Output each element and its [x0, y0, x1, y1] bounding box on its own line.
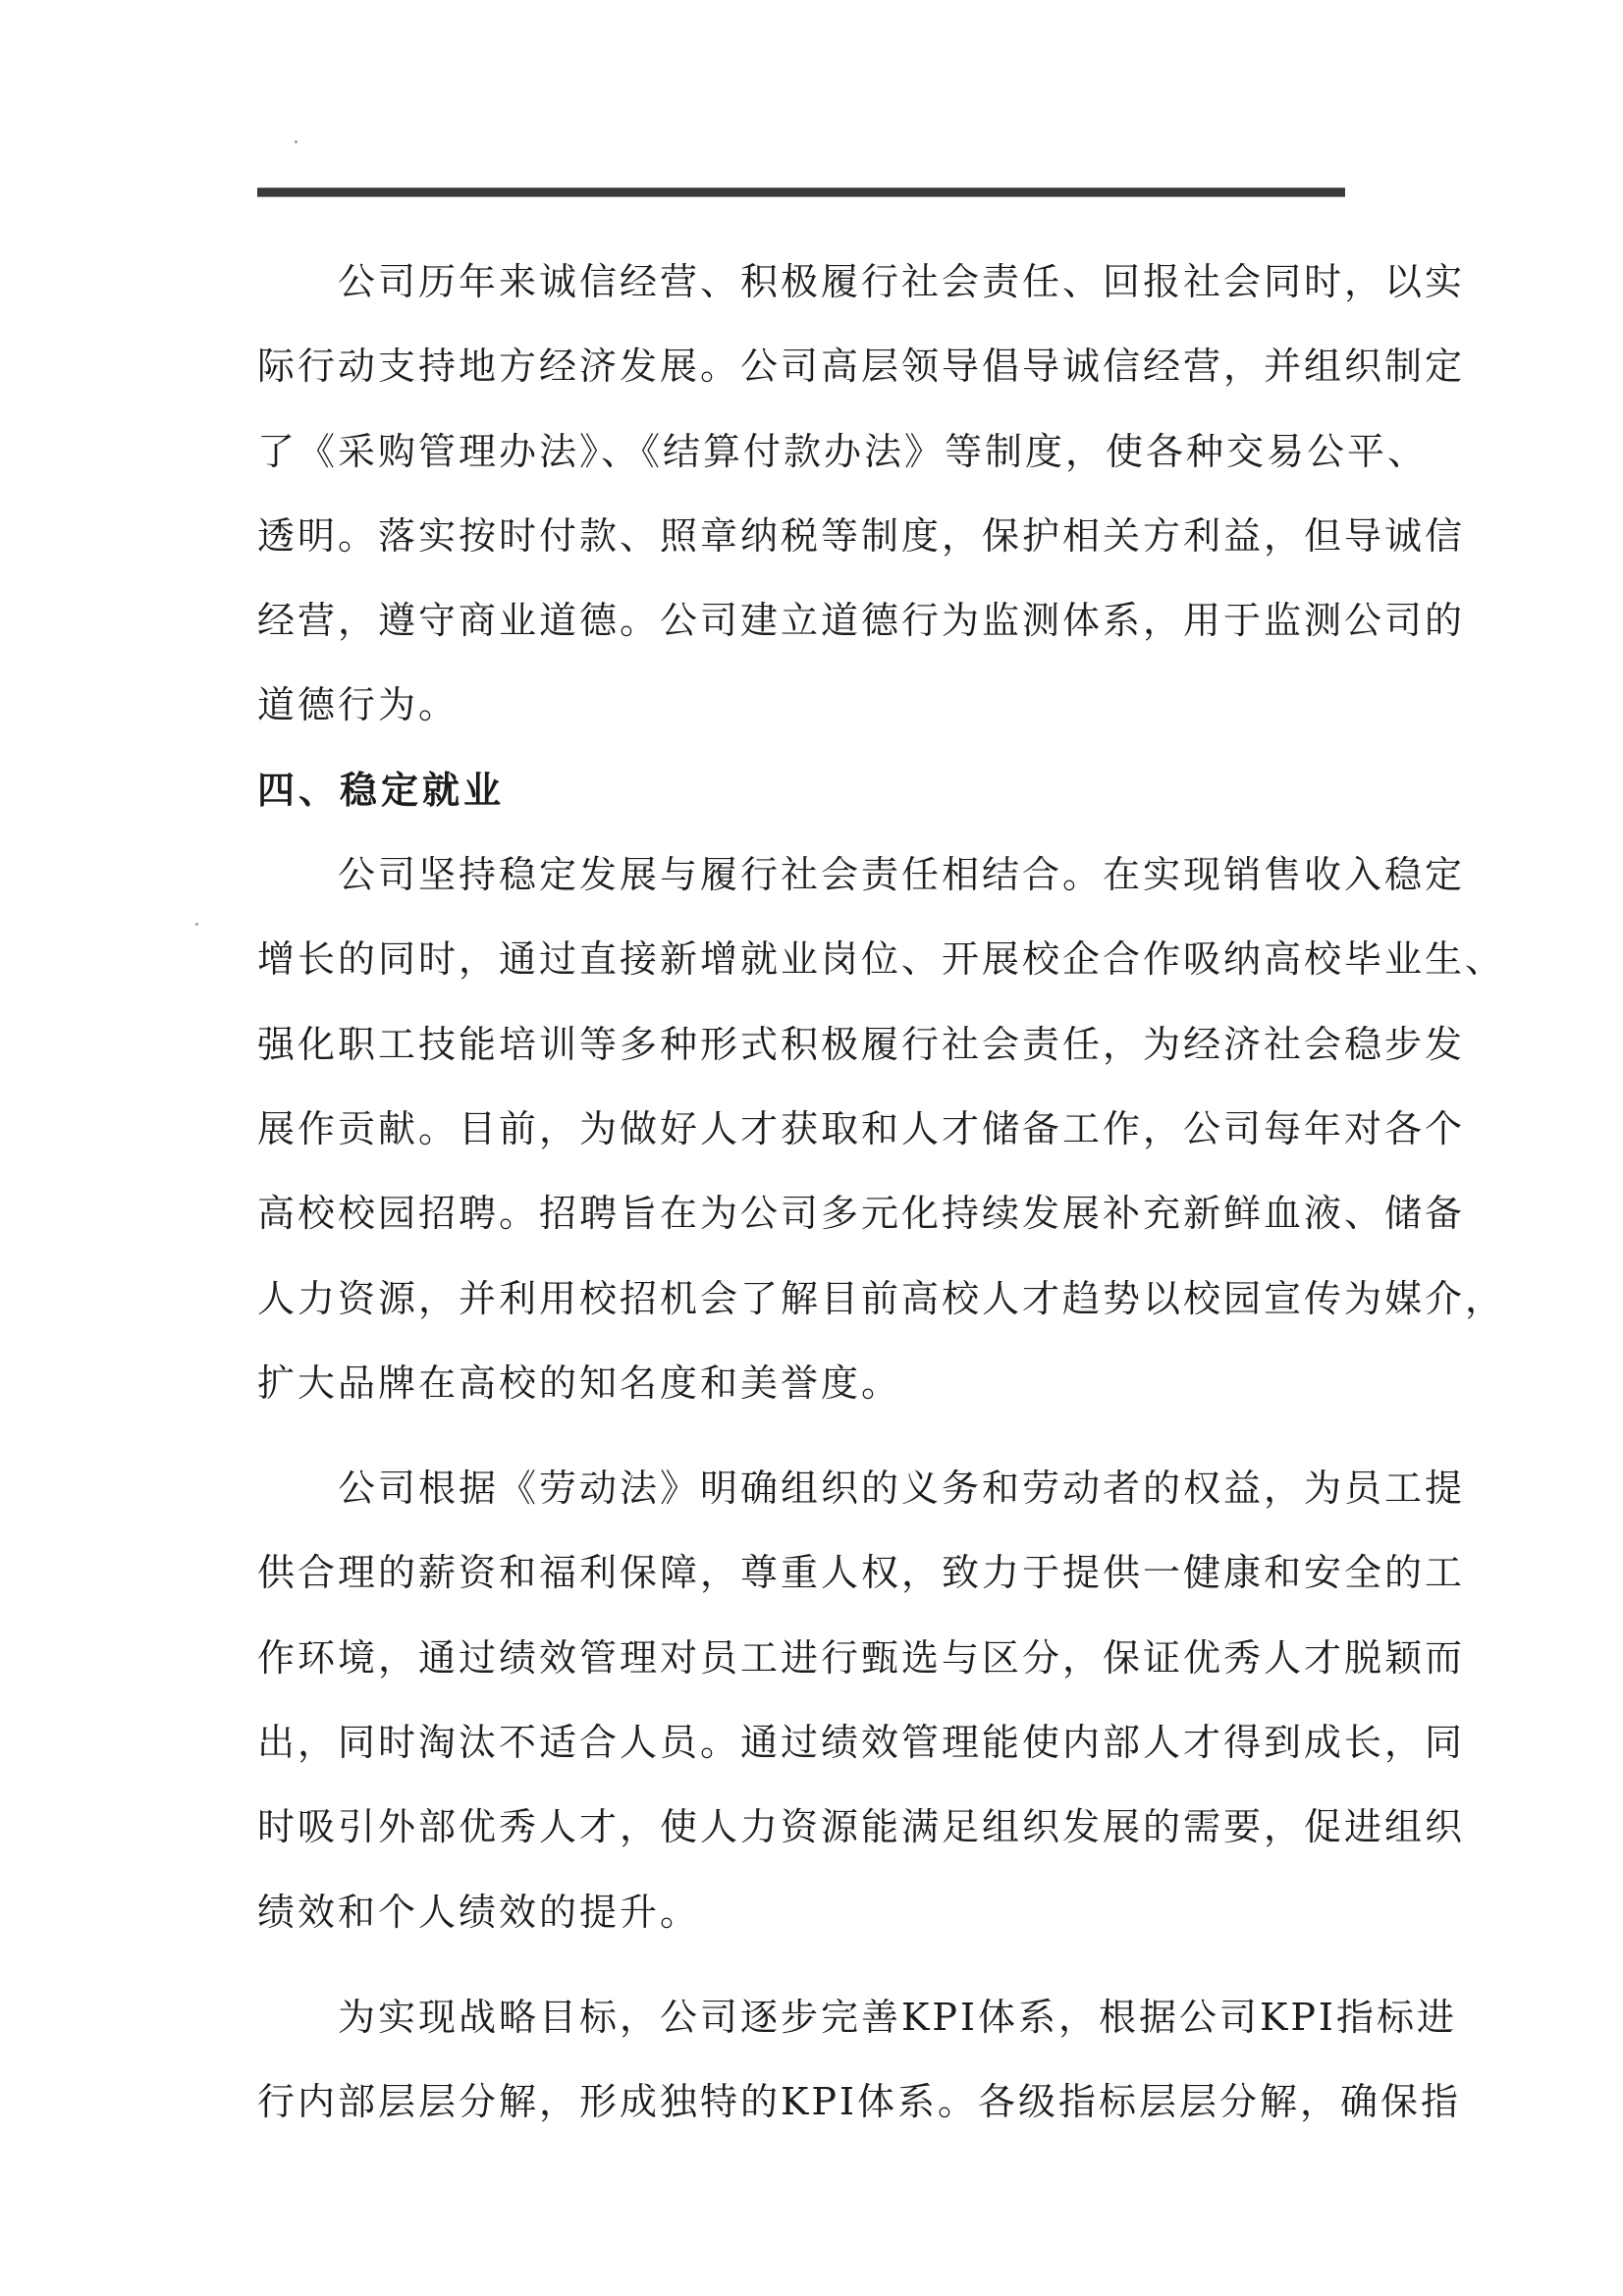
text-line: 际行动支持地方经济发展。公司高层领导倡导诚信经营，并组织制定	[257, 345, 1466, 389]
text-line: 为实现战略目标，公司逐步完善KPI体系，根据公司KPI指标进	[338, 1995, 1457, 2039]
text-line: 人力资源，并利用校招机会了解目前高校人才趋势以校园宣传为媒介，	[257, 1276, 1506, 1320]
paragraph-kpi	[257, 1975, 1461, 2145]
text-line: 高校校园招聘。招聘旨在为公司多元化持续发展补充新鲜血液、储备	[257, 1192, 1466, 1236]
text-line: 展作贡献。目前，为做好人才获取和人才储备工作，公司每年对各个	[257, 1106, 1466, 1150]
section-heading: 四、稳定就业	[257, 768, 506, 812]
paragraph-spacing	[257, 1954, 1345, 1975]
text-line: 绩效和个人绩效的提升。	[257, 1890, 701, 1934]
text-line: 供合理的薪资和福利保障，尊重人权，致力于提供一健康和安全的工	[257, 1551, 1466, 1595]
paragraph-employment	[257, 832, 1506, 1425]
document-body	[257, 240, 1506, 2145]
text-line: 时吸引外部优秀人才，使人力资源能满足组织发展的需要，促进组织	[257, 1805, 1466, 1849]
text-line: 扩大品牌在高校的知名度和美誉度。	[257, 1361, 902, 1405]
text-line: 增长的同时，通过直接新增就业岗位、开展校企合作吸纳高校毕业生、	[257, 937, 1506, 982]
text-line: 行内部层层分解，形成独特的KPI体系。各级指标层层分解，确保指	[257, 2080, 1461, 2124]
text-line: 道德行为。	[257, 683, 460, 727]
text-line: 经营，遵守商业道德。公司建立道德行为监测体系，用于监测公司的	[257, 599, 1466, 643]
text-line: 公司历年来诚信经营、积极履行社会责任、回报社会同时，以实	[338, 260, 1466, 303]
text-line: 出，同时淘汰不适合人员。通过绩效管理能使内部人才得到成长，同	[257, 1721, 1466, 1765]
scan-speck	[295, 140, 298, 143]
header-rule	[257, 187, 1345, 197]
text-line: 公司根据《劳动法》明确组织的义务和劳动者的权益，为员工提	[338, 1467, 1466, 1511]
scan-speck	[195, 923, 198, 926]
text-line: 了《采购管理办法》、《结算付款办法》等制度，使各种交易公平、	[257, 429, 1429, 473]
paragraph-spacing	[257, 1425, 1345, 1446]
text-line: 透明。落实按时付款、照章纳税等制度，保护相关方利益，但导诚信	[257, 513, 1466, 558]
text-line: 作环境，通过绩效管理对员工进行甄选与区分，保证优秀人才脱颖而	[257, 1635, 1466, 1680]
text-line: 公司坚持稳定发展与履行社会责任相结合。在实现销售收入稳定	[338, 853, 1466, 897]
paragraph-labor-rights	[257, 1446, 1466, 1954]
paragraph-integrity	[257, 240, 1466, 748]
text-line: 强化职工技能培训等多种形式积极履行社会责任，为经济社会稳步发	[257, 1022, 1466, 1066]
